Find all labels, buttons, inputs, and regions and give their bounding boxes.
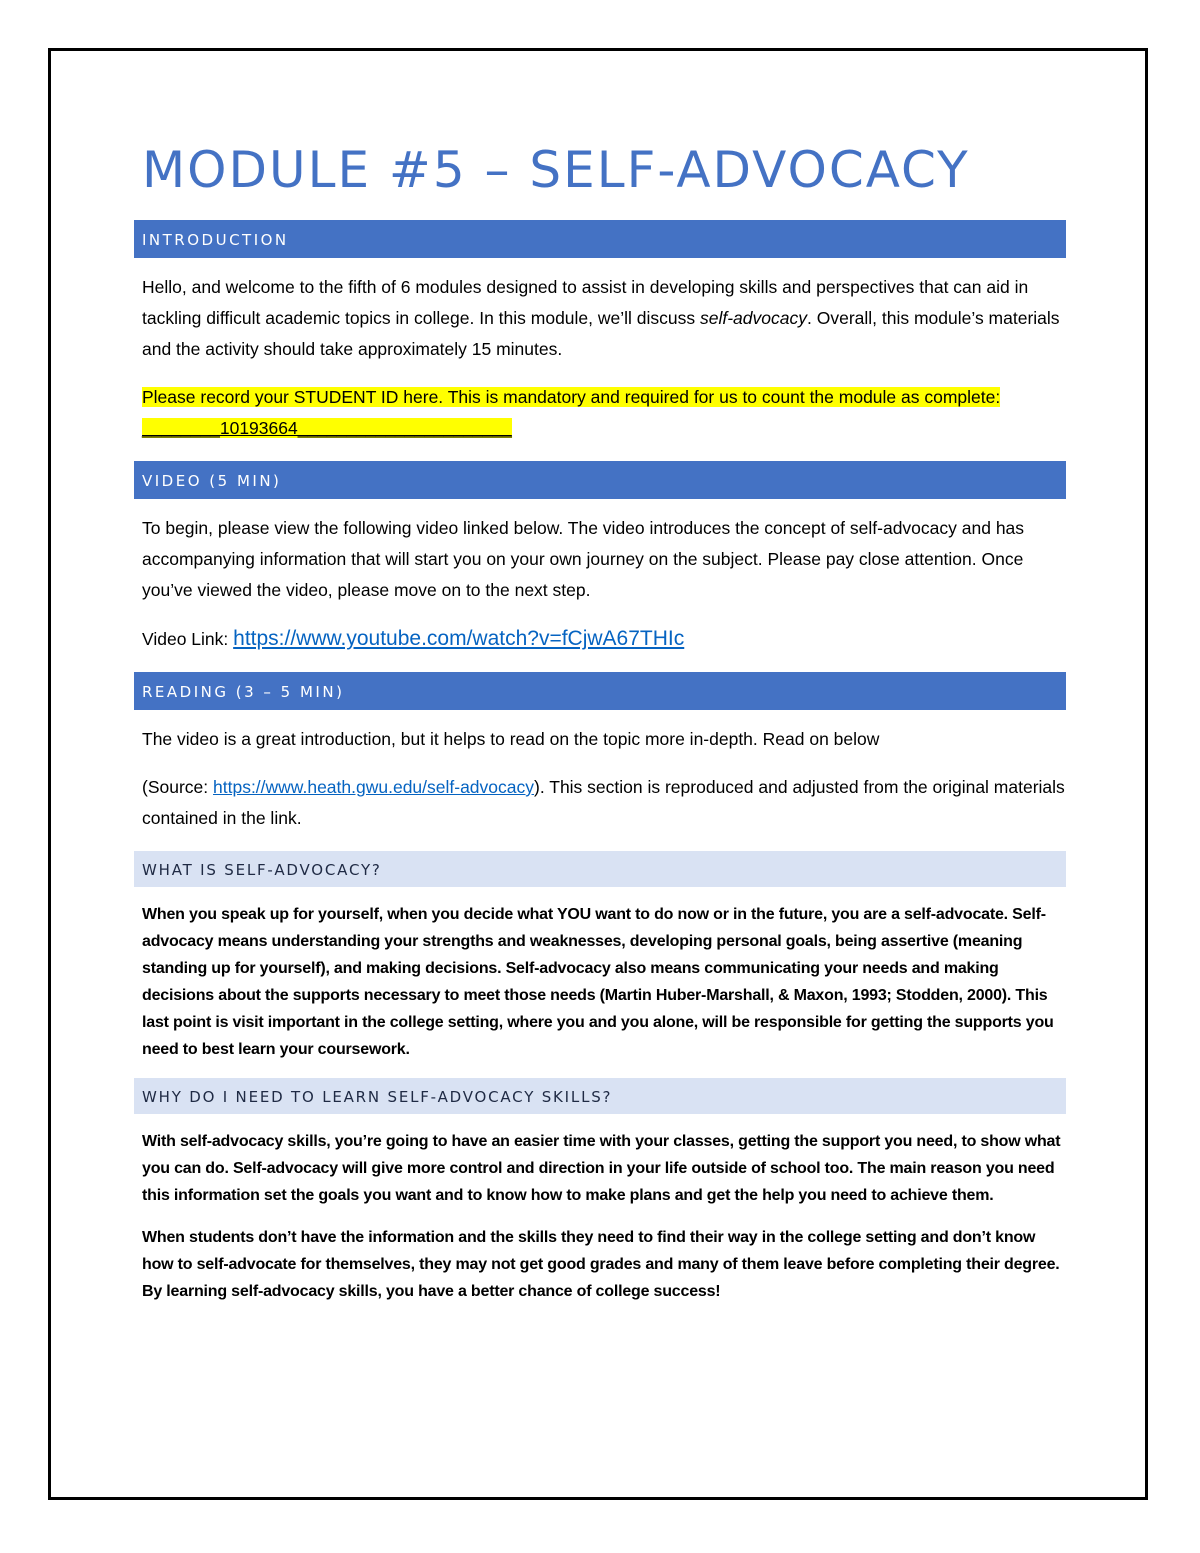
reading-paragraph: The video is a great introduction, but it helps to read on the topic more in-depth. Read on below [142, 729, 880, 749]
why-paragraph-2: When students don’t have the information and the skills they need to find their way in the college setting and don’t know how to self-advocate for themselves, they may not get good grades and many of them leave before completing their degree. By learning self-advocacy skills, you have a better chance of college success! [142, 1229, 1060, 1300]
section-heading-reading: READING (3 – 5 MIN) [134, 672, 1066, 710]
section-heading-video: VIDEO (5 MIN) [134, 461, 1066, 499]
source-close: ). This section is reproduced and adjusted from the original materials contained in the link. [142, 777, 1065, 828]
video-link-label: Video Link: [142, 629, 234, 649]
intro-italic-term: self-advocacy [700, 308, 807, 328]
video-link-paragraph [142, 623, 1066, 655]
section-heading-what-is: WHAT IS SELF-ADVOCACY? [134, 851, 1066, 887]
video-link[interactable]: https://www.youtube.com/watch?v=fCjwA67THIc [233, 627, 685, 650]
source-open: (Source: [142, 777, 213, 797]
student-id-field[interactable]: ________10193664______________________ [142, 418, 512, 438]
page-title: MODULE #5 – SELF-ADVOCACY [142, 141, 970, 199]
student-id-prompt: Please record your STUDENT ID here. This is mandatory and required for us to count the module as complete: [142, 387, 1001, 407]
student-id-paragraph [142, 382, 1066, 444]
why-paragraph-1: With self-advocacy skills, you’re going to have an easier time with your classes, getting the support you need, to show what you can do. Self-advocacy will give more control and direction in your life outside of school too. The main reason you need this information set the goals you want and to know how to make plans and get the help you need to achieve them. [142, 1133, 1061, 1204]
source-paragraph [142, 772, 1066, 834]
section-heading-why: WHY DO I NEED TO LEARN SELF-ADVOCACY SKILLS? [134, 1078, 1066, 1114]
intro-paragraph [142, 272, 1066, 365]
video-paragraph: To begin, please view the following video linked below. The video introduces the concept of self-advocacy and has accompanying information that will start you on your own journey on the subject. Please pay close attention. Once you’ve viewed the video, please move on to the next step. [142, 518, 1025, 600]
intro-text: Hello, and welcome to the fifth of 6 modules designed to assist in developing skills and perspectives that can aid in tackling difficult academic topics in college. In this module, we’ll discuss [142, 277, 1029, 328]
intro-text-end: . Overall, this module’s materials and the activity should take approximately 15 minutes. [142, 308, 1060, 359]
document-body [134, 132, 1066, 1320]
what-is-paragraph: When you speak up for yourself, when you decide what YOU want to do now or in the future, you are a self-advocate. Self-advocacy means understanding your strengths and weaknesses, developing personal goals, being assertive (meaning standing up for yourself), and making decisions. Self-advocacy also means communicating your needs and making decisions about the supports necessary to meet those needs (Martin Huber-Marshall, & Maxon, 1993; Stodden, 2000). This last point is visit important in the college setting, where you and you alone, will be responsible for getting the supports you need to best learn your coursework. [142, 906, 1054, 1058]
section-heading-introduction: INTRODUCTION [134, 220, 1066, 258]
source-link[interactable]: https://www.heath.gwu.edu/self-advocacy [213, 777, 535, 797]
